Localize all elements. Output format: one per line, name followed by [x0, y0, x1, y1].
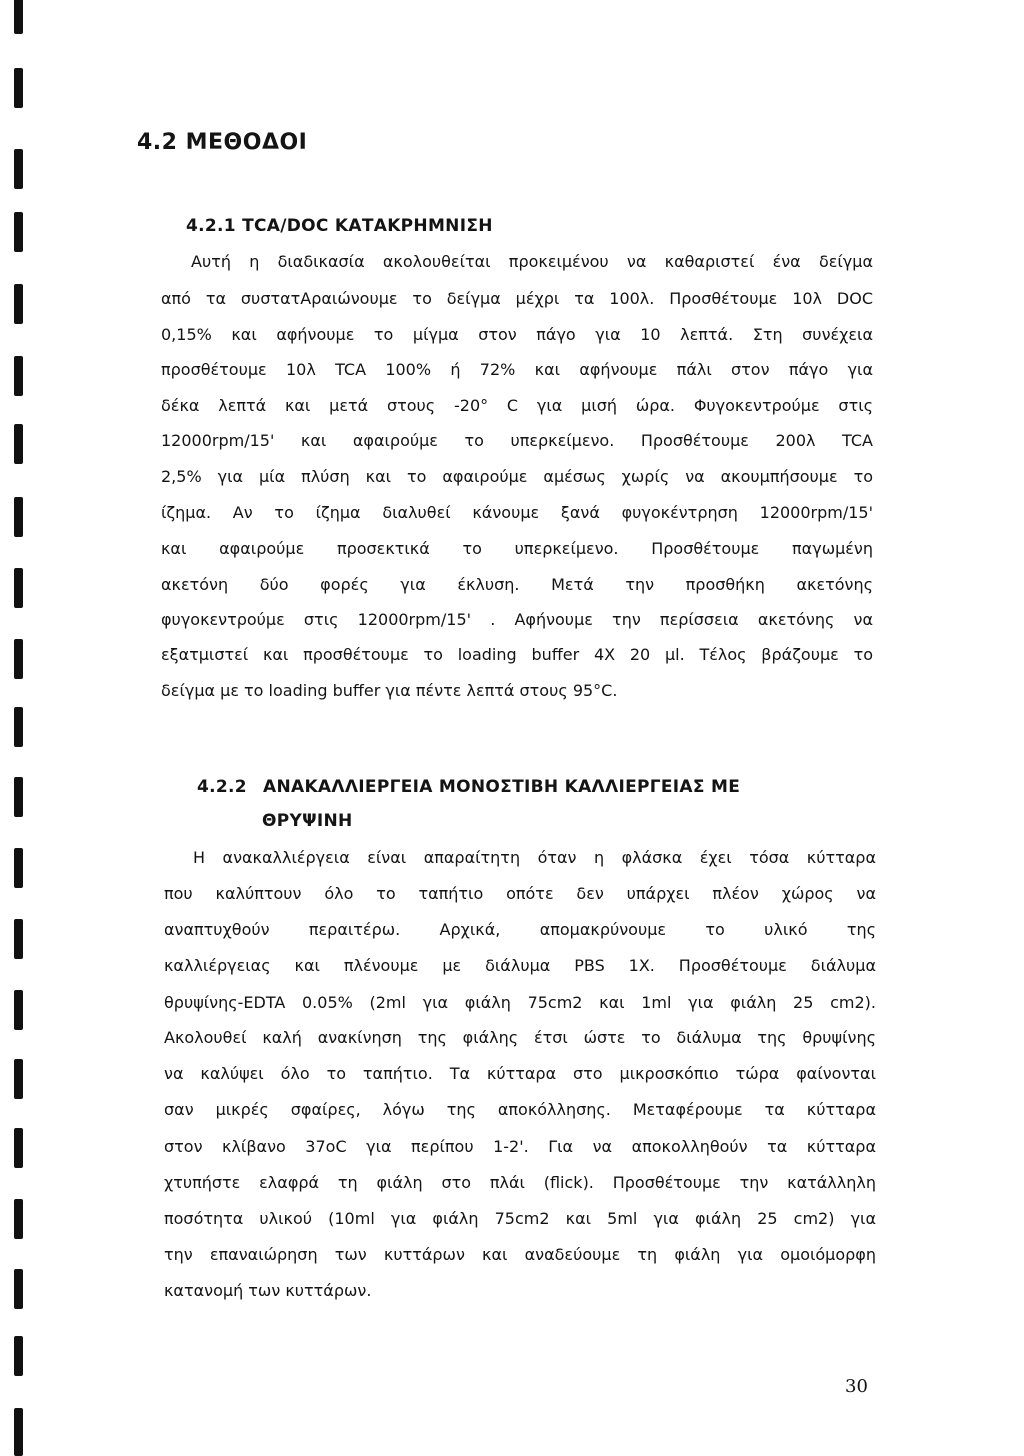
paragraph-line: δείγμα με το loading buffer για πέντε λεπτά στους 95°C. — [161, 681, 618, 700]
binding-hole — [14, 1128, 23, 1168]
section-heading-text: ΑΝΑΚΑΛΛΙΕΡΓΕΙΑ ΜΟΝΟΣΤΙΒΗ ΚΑΛΛΙΕΡΓΕΙΑΣ ΜΕ — [263, 777, 741, 797]
paragraph-line: να καλύψει όλο το ταπήτιο. Τα κύτταρα στο μικροσκόπιο τώρα φαίνονται — [164, 1064, 876, 1083]
paragraph-line: ακετόνη δύο φορές για έκλυση. Μετά την προσθήκη ακετόνης — [161, 575, 873, 594]
paragraph-line: Η ανακαλλιέργεια είναι απαραίτητη όταν η φλάσκα έχει τόσα κύτταρα — [193, 848, 876, 867]
paragraph-line: κατανομή των κυττάρων. — [164, 1281, 372, 1300]
paragraph-line: 12000rpm/15' και αφαιρούμε το υπερκείμενο. Προσθέτουμε 200λ TCA — [161, 431, 873, 450]
binding-hole — [14, 497, 23, 537]
paragraph-line: την επαναιώρηση των κυττάρων και αναδεύουμε τη φιάλη για ομοιόμορφη — [164, 1245, 876, 1264]
paragraph-line: 0,15% και αφήνουμε το μίγμα στον πάγο για 10 λεπτά. Στη συνέχεια — [161, 325, 873, 344]
paragraph-line: χτυπήστε ελαφρά τη φιάλη στο πλάι (flick). Προσθέτουμε την κατάλληλη — [164, 1173, 876, 1192]
binding-hole — [14, 212, 23, 252]
paragraph-line: Αυτή η διαδικασία ακολουθείται προκειμένου να καθαριστεί ένα δείγμα — [191, 252, 873, 271]
binding-hole — [14, 284, 23, 324]
binding-hole — [14, 639, 23, 679]
paragraph-line: σαν μικρές σφαίρες, λόγω της αποκόλλησης. Μεταφέρουμε τα κύτταρα — [164, 1100, 876, 1119]
paragraph-line: προσθέτουμε 10λ TCA 100% ή 72% και αφήνουμε πάλι στον πάγο για — [161, 360, 873, 379]
paragraph-line: εξατμιστεί και προσθέτουμε το loading buffer 4X 20 μl. Τέλος βράζουμε το — [161, 645, 873, 664]
binding-hole — [14, 848, 23, 888]
paragraph-line: 2,5% για μία πλύση και το αφαιρούμε αμέσως χωρίς να ακουμπήσουμε το — [161, 467, 873, 486]
paragraph-line: ίζημα. Αν το ίζημα διαλυθεί κάνουμε ξανά φυγοκέντρηση 12000rpm/15' — [161, 503, 873, 522]
paragraph-line: και αφαιρούμε προσεκτικά το υπερκείμενο. Προσθέτουμε παγωμένη — [161, 539, 873, 558]
section-number: 4.2.2 — [197, 777, 247, 797]
paragraph-line: θρυψίνης-EDTA 0.05% (2ml για φιάλη 75cm2 και 1ml για φιάλη 25 cm2). — [164, 993, 876, 1012]
binding-holes — [0, 0, 60, 1450]
paragraph-line: φυγοκεντρούμε στις 12000rpm/15' . Αφήνουμε την περίσσεια ακετόνης να — [161, 610, 873, 629]
binding-hole — [14, 149, 23, 189]
binding-hole — [14, 1269, 23, 1309]
binding-hole — [14, 356, 23, 396]
page-title: 4.2 ΜΕΘΟΔΟΙ — [137, 130, 308, 155]
binding-hole — [14, 568, 23, 608]
section-heading-continuation: ΘΡΥΨΙΝΗ — [262, 811, 353, 831]
paragraph-line: καλλιέργειας και πλένουμε με διάλυμα PBS 1X. Προσθέτουμε διάλυμα — [164, 956, 876, 975]
binding-hole — [14, 1199, 23, 1239]
binding-hole — [14, 1408, 23, 1456]
section-heading-tca-doc: 4.2.1 TCA/DOC ΚΑΤΑΚΡΗΜΝΙΣΗ — [186, 216, 493, 236]
paragraph-line: που καλύπτουν όλο το ταπήτιο οπότε δεν υπάρχει πλέον χώρος να — [164, 884, 876, 903]
paragraph-line: δέκα λεπτά και μετά στους -20° C για μισή ώρα. Φυγοκεντρούμε στις — [161, 396, 873, 415]
paragraph-line: στον κλίβανο 37oC για περίπου 1-2'. Για να αποκολληθούν τα κύτταρα — [164, 1137, 876, 1156]
binding-hole — [14, 0, 23, 34]
binding-hole — [14, 1336, 23, 1376]
paragraph-line: ποσότητα υλικού (10ml για φιάλη 75cm2 και 5ml για φιάλη 25 cm2) για — [164, 1209, 876, 1228]
paragraph-line: Ακολουθεί καλή ανακίνηση της φιάλης έτσι ώστε το διάλυμα της θρυψίνης — [164, 1028, 876, 1047]
binding-hole — [14, 919, 23, 959]
section-heading-recultivation — [197, 777, 740, 797]
binding-hole — [14, 68, 23, 108]
paragraph-line: από τα συστατΑραιώνουμε το δείγμα μέχρι τα 100λ. Προσθέτουμε 10λ DOC — [161, 289, 873, 308]
binding-hole — [14, 1059, 23, 1099]
binding-hole — [14, 777, 23, 817]
binding-hole — [14, 707, 23, 747]
page-number: 30 — [845, 1376, 868, 1397]
paragraph-line: αναπτυχθούν περαιτέρω. Αρχικά, απομακρύνουμε το υλικό της — [164, 920, 876, 939]
binding-hole — [14, 990, 23, 1030]
binding-hole — [14, 424, 23, 464]
